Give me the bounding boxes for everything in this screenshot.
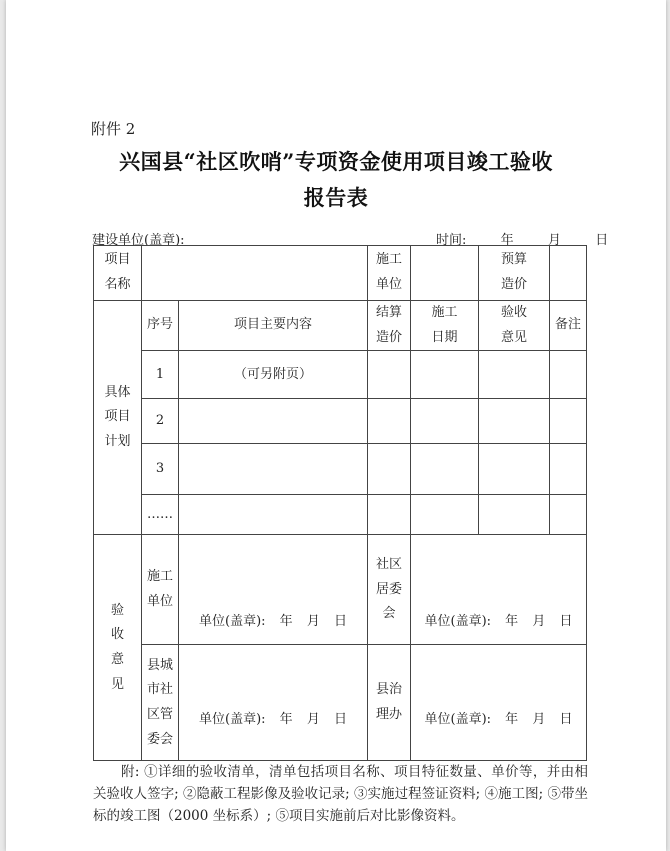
document-title-line2: 报告表 xyxy=(303,185,369,210)
row-date[interactable] xyxy=(411,399,479,444)
document-title: 兴国县“社区吹哨”专项资金使用项目竣工验收 xyxy=(119,149,553,174)
row-date[interactable] xyxy=(411,351,479,399)
county-urban-mgmt-label: 县城 市社 区管 委会 xyxy=(142,645,179,761)
row-seq: 1 xyxy=(142,351,179,399)
attachment-note: 附: ①详细的验收清单，清单包括项目名称、项目特征数量、单价等，并由相关验收人签字; ②隐蔽工程影像及验收记录; ③实施过程签证资料; ④施工图; ⑤带坐标的竣工图（2000 坐标系）; ⑤项目实施前后对比影像资料。 xyxy=(93,764,588,824)
sign-line: 单位(盖章): 年 月 日 xyxy=(199,711,347,727)
specific-plan-label: 具体 项目 计划 xyxy=(94,301,142,535)
attachment-label: 附件 2 xyxy=(91,120,136,138)
remarks-header: 备注 xyxy=(550,301,587,351)
acceptance-section-label: 验 收 意 见 xyxy=(94,535,142,761)
sign-line: 单位(盖章): 年 月 日 xyxy=(424,613,573,629)
sign-line: 单位(盖章): 年 月 日 xyxy=(424,711,573,727)
row-content[interactable] xyxy=(179,495,368,535)
document-page xyxy=(6,0,666,851)
construction-date-header: 施工 日期 xyxy=(411,301,479,351)
row-opinion[interactable] xyxy=(479,495,550,535)
sign-line: 单位(盖章): 年 月 日 xyxy=(199,613,347,629)
day-label: 日 xyxy=(595,233,609,248)
builder-label: 建设单位(盖章): xyxy=(92,233,185,248)
acceptance-report-table xyxy=(93,245,587,761)
project-name-value[interactable] xyxy=(142,246,368,301)
community-committee-sign-area[interactable] xyxy=(411,535,587,645)
county-urban-mgmt-sign-area[interactable] xyxy=(179,645,368,761)
table-row xyxy=(94,444,587,495)
construction-unit-sign-label: 施工 单位 xyxy=(142,535,179,645)
table-row xyxy=(94,399,587,444)
table-row xyxy=(94,351,587,399)
acceptance-opinion-header: 验收 意见 xyxy=(479,301,550,351)
construction-unit-label: 施工 单位 xyxy=(368,246,411,301)
construction-unit-sign-area[interactable] xyxy=(179,535,368,645)
main-content-header: 项目主要内容 xyxy=(179,301,368,351)
county-governance-label: 县治 理办 xyxy=(368,645,411,761)
row-seq: …… xyxy=(142,495,179,535)
row-date[interactable] xyxy=(411,444,479,495)
row-settlement[interactable] xyxy=(368,444,411,495)
county-governance-sign-area[interactable] xyxy=(411,645,587,761)
table-row xyxy=(94,495,587,535)
date-label: 时间: xyxy=(436,233,467,248)
row-seq: 3 xyxy=(142,444,179,495)
row-settlement[interactable] xyxy=(368,351,411,399)
row-date[interactable] xyxy=(411,495,479,535)
row-remarks[interactable] xyxy=(550,351,587,399)
row-content[interactable] xyxy=(179,444,368,495)
row-content[interactable] xyxy=(179,399,368,444)
budget-price-value[interactable] xyxy=(550,246,587,301)
construction-unit-value[interactable] xyxy=(411,246,479,301)
budget-price-label: 预算 造价 xyxy=(479,246,550,301)
month-label: 月 xyxy=(547,233,561,248)
settlement-price-header: 结算 造价 xyxy=(368,301,411,351)
row-remarks[interactable] xyxy=(550,444,587,495)
row-settlement[interactable] xyxy=(368,495,411,535)
year-label: 年 xyxy=(500,233,514,248)
row-opinion[interactable] xyxy=(479,351,550,399)
row-content[interactable]: （可另附页） xyxy=(179,351,368,399)
seq-header: 序号 xyxy=(142,301,179,351)
row-opinion[interactable] xyxy=(479,444,550,495)
project-name-label: 项目 名称 xyxy=(94,246,142,301)
row-remarks[interactable] xyxy=(550,399,587,444)
row-seq: 2 xyxy=(142,399,179,444)
row-remarks[interactable] xyxy=(550,495,587,535)
community-committee-label: 社区 居委 会 xyxy=(368,535,411,645)
row-settlement[interactable] xyxy=(368,399,411,444)
row-opinion[interactable] xyxy=(479,399,550,444)
